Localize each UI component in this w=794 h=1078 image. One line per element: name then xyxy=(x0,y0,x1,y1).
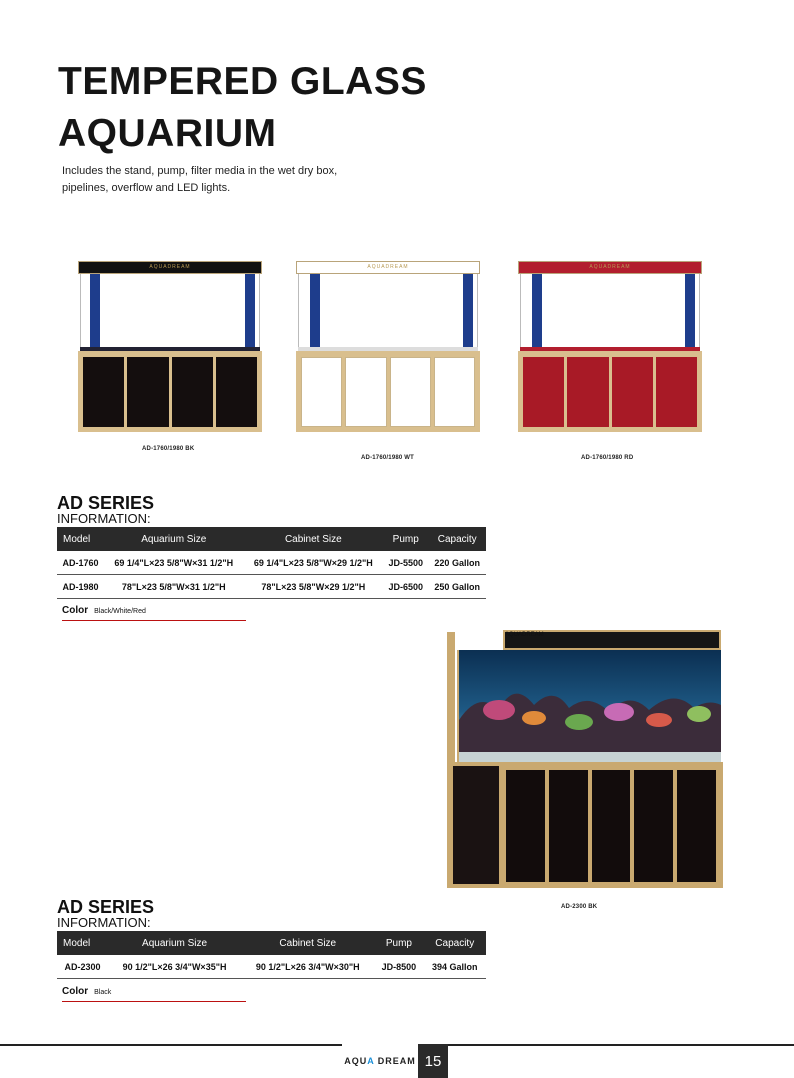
cabinet-door xyxy=(592,770,631,882)
table-header-row xyxy=(57,527,486,551)
tank-glass xyxy=(520,274,700,350)
cabinet-door xyxy=(677,770,716,882)
series2-subheading: INFORMATION: xyxy=(57,915,151,930)
table-cell: 250 Gallon xyxy=(428,575,486,599)
cabinet-side-panel xyxy=(453,766,499,884)
cabinet-door xyxy=(549,770,588,882)
cabinet-door xyxy=(345,357,386,427)
tank-hood xyxy=(503,630,721,650)
cabinet xyxy=(447,762,723,888)
brand-logo: AQUADREAM xyxy=(589,264,631,270)
cabinet-door xyxy=(567,357,608,427)
cabinet xyxy=(296,351,480,432)
column-header: Cabinet Size xyxy=(241,931,374,955)
brand-logo: AQUADREAM xyxy=(367,264,409,270)
series1-spec-table xyxy=(57,527,486,599)
title-line-2: AQUARIUM xyxy=(58,112,277,155)
column-header: Capacity xyxy=(423,931,486,955)
table-header-row xyxy=(57,931,486,955)
table-cell: AD-2300 xyxy=(57,955,108,979)
brand-text-right: DREAM xyxy=(377,1056,416,1066)
series2-color-row xyxy=(62,986,246,1002)
reef-illustration xyxy=(459,650,721,762)
tank-hood xyxy=(518,261,702,274)
table-cell: JD-6500 xyxy=(383,575,428,599)
column-header: Aquarium Size xyxy=(108,931,241,955)
product-caption: AD-1760/1980 BK xyxy=(142,446,195,452)
cabinet-door xyxy=(434,357,475,427)
cabinet-door xyxy=(506,770,545,882)
column-header: Aquarium Size xyxy=(104,527,244,551)
cabinet-door xyxy=(612,357,653,427)
tank-hood xyxy=(296,261,480,274)
tank-glass xyxy=(80,274,260,350)
tank-glass xyxy=(298,274,478,350)
column-header: Pump xyxy=(374,931,423,955)
series2-spec-table xyxy=(57,931,486,979)
column-header: Model xyxy=(57,527,104,551)
brand-text-left: AQU xyxy=(344,1056,368,1066)
product-caption: AD-2300 BK xyxy=(561,904,598,910)
cabinet xyxy=(518,351,702,432)
water-drop-icon: A xyxy=(367,1056,375,1066)
color-value: Black xyxy=(94,989,112,996)
color-label: Color xyxy=(62,986,89,997)
cabinet-door xyxy=(634,770,673,882)
cabinet-door xyxy=(127,357,168,427)
color-value: Black/White/Red xyxy=(94,608,146,615)
brand-logo: AQUADREAM xyxy=(505,632,544,638)
page-number: 15 xyxy=(418,1044,448,1078)
overflow-pillar-left xyxy=(532,274,542,348)
table-cell: 90 1/2"L×26 3/4"W×35"H xyxy=(108,955,241,979)
intro-line-1: Includes the stand, pump, filter media in the wet dry box, xyxy=(62,165,338,177)
table-cell: JD-5500 xyxy=(383,551,428,575)
product-caption: AD-1760/1980 RD xyxy=(581,455,634,461)
table-row xyxy=(57,575,486,599)
cabinet-door xyxy=(172,357,213,427)
cabinet-door xyxy=(656,357,697,427)
reef-tank-water xyxy=(457,650,721,762)
column-header: Pump xyxy=(383,527,428,551)
column-header: Model xyxy=(57,931,108,955)
series2-heading: AD SERIES xyxy=(57,897,155,917)
table-cell: JD-8500 xyxy=(374,955,423,979)
series1-heading-block xyxy=(57,494,154,526)
table-cell: AD-1980 xyxy=(57,575,104,599)
intro-line-2: pipelines, overflow and LED lights. xyxy=(62,182,231,194)
cabinet xyxy=(78,351,262,432)
series1-subheading: INFORMATION: xyxy=(57,511,151,526)
table-cell: 220 Gallon xyxy=(428,551,486,575)
cabinet-door xyxy=(390,357,431,427)
overflow-pillar-left xyxy=(310,274,320,348)
footer-brand-logo xyxy=(342,1044,418,1078)
table-cell: AD-1760 xyxy=(57,551,104,575)
intro-text xyxy=(62,163,382,197)
table-cell: 69 1/4"L×23 5/8"W×31 1/2"H xyxy=(104,551,244,575)
table-cell: 90 1/2"L×26 3/4"W×30"H xyxy=(241,955,374,979)
cabinet-door xyxy=(523,357,564,427)
overflow-pillar-right xyxy=(685,274,695,348)
page-title xyxy=(58,56,427,160)
overflow-pillar-right xyxy=(463,274,473,348)
overflow-pillar-right xyxy=(245,274,255,348)
table-cell: 394 Gallon xyxy=(423,955,486,979)
cabinet-door xyxy=(83,357,124,427)
cabinet-door xyxy=(301,357,342,427)
overflow-pillar-left xyxy=(90,274,100,348)
product-image-white xyxy=(296,261,480,432)
column-header: Cabinet Size xyxy=(244,527,384,551)
series2-heading-block xyxy=(57,898,154,930)
table-cell: 78"L×23 5/8"W×29 1/2"H xyxy=(244,575,384,599)
table-cell: 69 1/4"L×23 5/8"W×29 1/2"H xyxy=(244,551,384,575)
table-cell: 78"L×23 5/8"W×31 1/2"H xyxy=(104,575,244,599)
table-row xyxy=(57,955,486,979)
cabinet-front xyxy=(503,770,719,882)
series1-heading: AD SERIES xyxy=(57,493,155,513)
product-image-black xyxy=(78,261,262,432)
product-caption: AD-1760/1980 WT xyxy=(361,455,415,461)
table-row xyxy=(57,551,486,575)
brand-logo: AQUADREAM xyxy=(149,264,191,270)
product-image-ad2300 xyxy=(447,630,723,888)
column-header: Capacity xyxy=(428,527,486,551)
color-label: Color xyxy=(62,605,89,616)
series1-color-row xyxy=(62,605,246,621)
cabinet-door xyxy=(216,357,257,427)
tank-hood xyxy=(78,261,262,274)
title-line-1: TEMPERED GLASS xyxy=(58,60,427,103)
product-image-red xyxy=(518,261,702,432)
